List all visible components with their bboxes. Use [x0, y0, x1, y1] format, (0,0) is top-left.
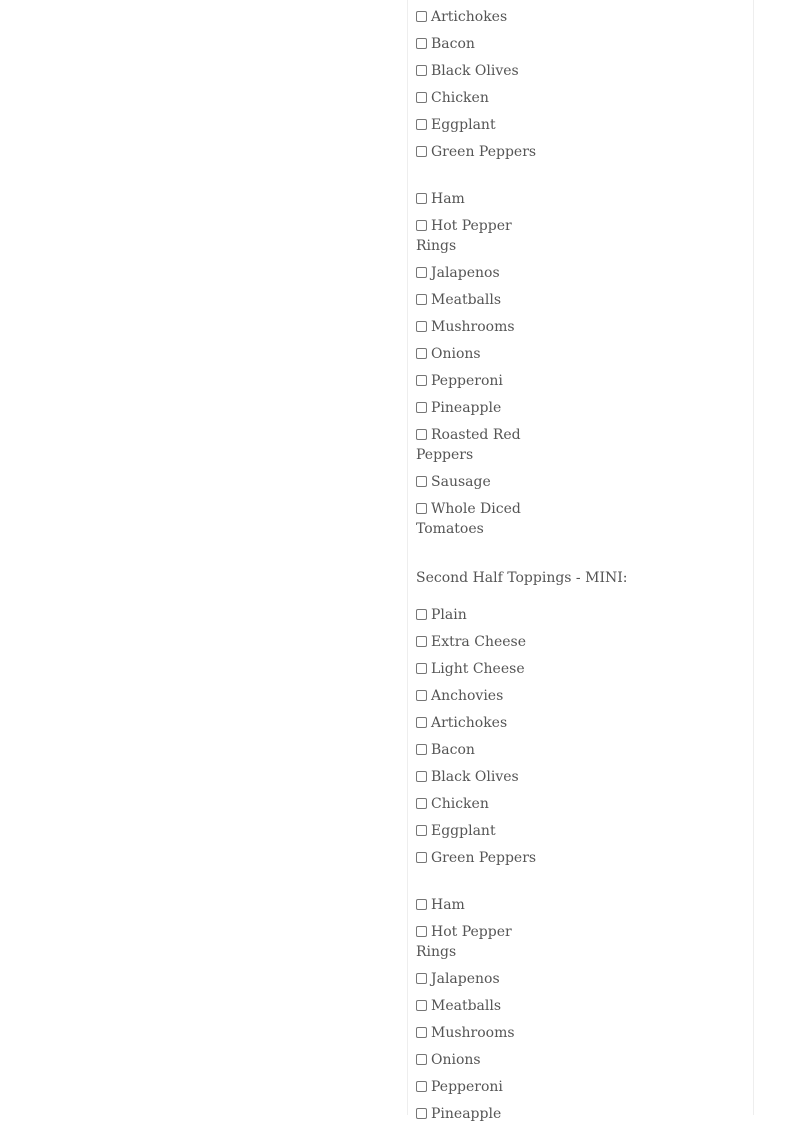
option-label: Eggplant — [431, 117, 496, 133]
checkbox[interactable] — [416, 92, 427, 103]
checkbox[interactable] — [416, 38, 427, 49]
second-half-option-anchovies[interactable] — [416, 686, 541, 706]
checkbox[interactable] — [416, 65, 427, 76]
checkbox[interactable] — [416, 119, 427, 130]
checkbox[interactable] — [416, 267, 427, 278]
checkbox[interactable] — [416, 429, 427, 440]
option-label: Mushrooms — [431, 319, 515, 335]
option-label: Green Peppers — [431, 850, 537, 866]
checkbox[interactable] — [416, 825, 427, 836]
first-half-option-bacon[interactable] — [416, 34, 541, 54]
first-half-option-artichokes[interactable] — [416, 7, 541, 27]
second-half-option-ham[interactable] — [416, 895, 541, 915]
option-label: Meatballs — [431, 998, 502, 1014]
option-label: Ham — [431, 191, 465, 207]
option-label: Black Olives — [431, 769, 519, 785]
option-label: Bacon — [431, 742, 475, 758]
second-half-option-hot-pepper-rings[interactable] — [416, 922, 541, 962]
second-half-option-light-cheese[interactable] — [416, 659, 541, 679]
first-half-option-mushrooms[interactable] — [416, 317, 541, 337]
second-half-option-black-olives[interactable] — [416, 767, 541, 787]
second-half-option-jalapenos[interactable] — [416, 969, 541, 989]
checkbox[interactable] — [416, 1000, 427, 1011]
option-label: Jalapenos — [431, 265, 500, 281]
checkbox[interactable] — [416, 636, 427, 647]
checkbox[interactable] — [416, 1027, 427, 1038]
first-half-option-hot-pepper-rings[interactable] — [416, 216, 541, 256]
checkbox[interactable] — [416, 220, 427, 231]
checkbox[interactable] — [416, 771, 427, 782]
second-half-option-meatballs[interactable] — [416, 996, 541, 1016]
second-half-option-eggplant[interactable] — [416, 821, 541, 841]
toppings-panel — [407, 0, 754, 1122]
second-half-option-artichokes[interactable] — [416, 713, 541, 733]
checkbox[interactable] — [416, 744, 427, 755]
first-half-option-roasted-red-peppers[interactable] — [416, 425, 541, 465]
second-half-option-plain[interactable] — [416, 605, 541, 625]
option-label: Pepperoni — [431, 1079, 503, 1095]
second-half-option-pepperoni[interactable] — [416, 1077, 541, 1097]
option-label: Whole Diced Tomatoes — [416, 501, 521, 537]
checkbox[interactable] — [416, 852, 427, 863]
option-label: Plain — [431, 607, 467, 623]
checkbox[interactable] — [416, 375, 427, 386]
first-half-option-pineapple[interactable] — [416, 398, 541, 418]
first-half-option-chicken[interactable] — [416, 88, 541, 108]
option-label: Jalapenos — [431, 971, 500, 987]
option-label: Hot Pepper Rings — [416, 924, 512, 960]
option-label: Chicken — [431, 90, 489, 106]
first-half-option-meatballs[interactable] — [416, 290, 541, 310]
first-half-option-ham[interactable] — [416, 189, 541, 209]
option-label: Hot Pepper Rings — [416, 218, 512, 254]
option-label: Meatballs — [431, 292, 502, 308]
checkbox[interactable] — [416, 609, 427, 620]
checkbox[interactable] — [416, 663, 427, 674]
option-label: Onions — [431, 1052, 481, 1068]
checkbox[interactable] — [416, 146, 427, 157]
checkbox[interactable] — [416, 321, 427, 332]
option-label: Black Olives — [431, 63, 519, 79]
second-half-option-green-peppers[interactable] — [416, 848, 541, 868]
second-half-toppings-heading: Second Half Toppings - MINI: — [416, 570, 628, 586]
option-label: Mushrooms — [431, 1025, 515, 1041]
option-label: Bacon — [431, 36, 475, 52]
checkbox[interactable] — [416, 1108, 427, 1119]
checkbox[interactable] — [416, 11, 427, 22]
first-half-option-sausage[interactable] — [416, 472, 541, 492]
second-half-option-bacon[interactable] — [416, 740, 541, 760]
checkbox[interactable] — [416, 348, 427, 359]
option-label: Green Peppers — [431, 144, 537, 160]
checkbox[interactable] — [416, 717, 427, 728]
second-half-option-pineapple[interactable] — [416, 1104, 541, 1124]
first-half-option-onions[interactable] — [416, 344, 541, 364]
option-label: Artichokes — [431, 715, 508, 731]
option-label: Artichokes — [431, 9, 508, 25]
option-label: Extra Cheese — [431, 634, 526, 650]
checkbox[interactable] — [416, 899, 427, 910]
second-half-option-extra-cheese[interactable] — [416, 632, 541, 652]
second-half-option-chicken[interactable] — [416, 794, 541, 814]
first-half-option-whole-diced-tomatoes[interactable] — [416, 499, 541, 539]
option-label: Anchovies — [431, 688, 504, 704]
checkbox[interactable] — [416, 1054, 427, 1065]
option-label: Onions — [431, 346, 481, 362]
checkbox[interactable] — [416, 476, 427, 487]
first-half-option-pepperoni[interactable] — [416, 371, 541, 391]
option-label: Pepperoni — [431, 373, 503, 389]
option-label: Pineapple — [431, 1106, 502, 1122]
option-label: Ham — [431, 897, 465, 913]
checkbox[interactable] — [416, 193, 427, 204]
option-label: Eggplant — [431, 823, 496, 839]
checkbox[interactable] — [416, 926, 427, 937]
option-label: Roasted Red Peppers — [416, 427, 521, 463]
checkbox[interactable] — [416, 690, 427, 701]
checkbox[interactable] — [416, 1081, 427, 1092]
option-label: Light Cheese — [431, 661, 525, 677]
first-half-option-green-peppers[interactable] — [416, 142, 541, 162]
first-half-option-black-olives[interactable] — [416, 61, 541, 81]
first-half-option-eggplant[interactable] — [416, 115, 541, 135]
second-half-option-onions[interactable] — [416, 1050, 541, 1070]
second-half-option-mushrooms[interactable] — [416, 1023, 541, 1043]
checkbox[interactable] — [416, 402, 427, 413]
option-label: Pineapple — [431, 400, 502, 416]
checkbox[interactable] — [416, 798, 427, 809]
option-label: Sausage — [431, 474, 491, 490]
checkbox[interactable] — [416, 294, 427, 305]
checkbox[interactable] — [416, 503, 427, 514]
option-label: Chicken — [431, 796, 489, 812]
checkbox[interactable] — [416, 973, 427, 984]
first-half-option-jalapenos[interactable] — [416, 263, 541, 283]
